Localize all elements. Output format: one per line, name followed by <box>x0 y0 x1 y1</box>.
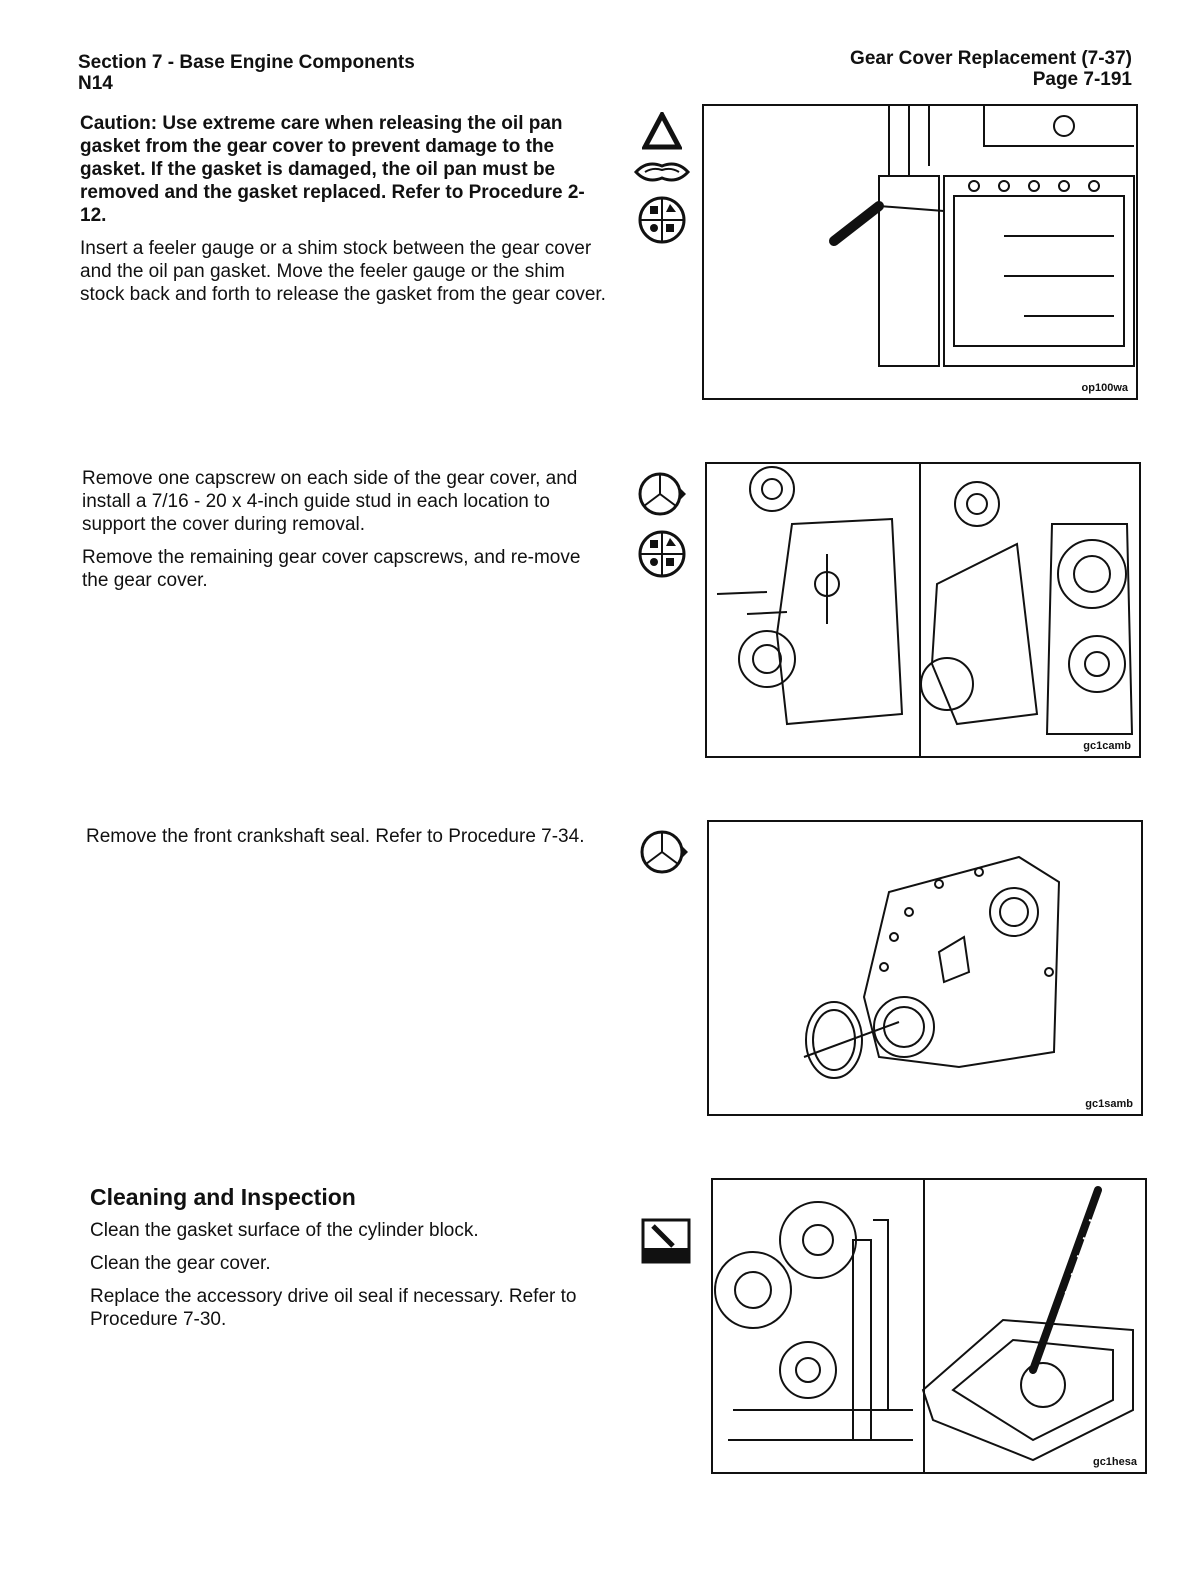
step1-text <box>80 112 610 316</box>
figure-cleaning <box>711 1178 1147 1474</box>
step3-text <box>86 825 616 858</box>
step4-line-3: Replace the accessory drive oil seal if necessary. Refer to Procedure 7-30. <box>90 1286 577 1330</box>
step1-icons <box>632 112 692 254</box>
cleaning-illustration <box>713 1180 1145 1472</box>
engine-model: N14 <box>78 73 113 94</box>
tools-wheel-icon <box>636 528 688 580</box>
step2-instruction-2: Remove the remaining gear cover capscrews, and re-move the gear cover. <box>82 547 581 591</box>
procedure-title: Gear Cover Replacement (7-37) <box>850 48 1132 69</box>
header-left <box>78 52 415 94</box>
feeler-gauge-illustration <box>704 106 1136 398</box>
figure-code: gc1hesa <box>1092 1456 1137 1468</box>
step2-icons <box>632 468 692 588</box>
section-title: Section 7 - Base Engine Components <box>78 52 415 73</box>
figure-code: op100wa <box>1081 382 1128 394</box>
step3-instruction: Remove the front crankshaft seal. Refer to Procedure 7-34. <box>86 826 585 847</box>
step2-instruction-1: Remove one capscrew on each side of the gear cover, and install a 7/16 - 20 x 4-inch guide stud in each location to support the cover during removal. <box>82 468 578 535</box>
remove-wheel-icon <box>638 826 690 878</box>
figure-gear-cover-removal <box>705 462 1141 758</box>
step4-line-2: Clean the gear cover. <box>90 1253 271 1274</box>
gear-cover-removal-illustration <box>707 464 1139 756</box>
warning-triangle-icon <box>642 112 682 150</box>
step4-icons <box>636 1218 696 1272</box>
step4-line-1: Clean the gasket surface of the cylinder block. <box>90 1220 479 1241</box>
step2-text <box>82 467 612 602</box>
page-number: Page 7-191 <box>1032 69 1132 90</box>
step3-icons <box>634 826 694 886</box>
gasket-icon <box>633 158 691 186</box>
header-right <box>850 48 1132 90</box>
section-heading: Cleaning and Inspection <box>90 1184 356 1210</box>
figure-feeler-gauge <box>702 104 1138 400</box>
cleaning-icon <box>641 1218 691 1264</box>
crankshaft-seal-illustration <box>709 822 1141 1114</box>
remove-wheel-icon <box>636 468 688 520</box>
caution-text: Caution: Use extreme care when releasing the oil pan gasket from the gear cover to prevent damage to the gasket. If the gasket is damaged, the oil pan must be removed and the gasket replaced. Refer to Procedure 2-12. <box>80 113 585 226</box>
figure-crankshaft-seal <box>707 820 1143 1116</box>
figure-code: gc1samb <box>1085 1098 1133 1110</box>
step1-instruction: Insert a feeler gauge or a shim stock between the gear cover and the oil pan gasket. Move the feeler gauge or the shim stock back and forth to release the gasket from the gear cover. <box>80 238 606 305</box>
figure-code: gc1camb <box>1083 740 1131 752</box>
tools-wheel-icon <box>636 194 688 246</box>
step4-text <box>90 1183 630 1341</box>
